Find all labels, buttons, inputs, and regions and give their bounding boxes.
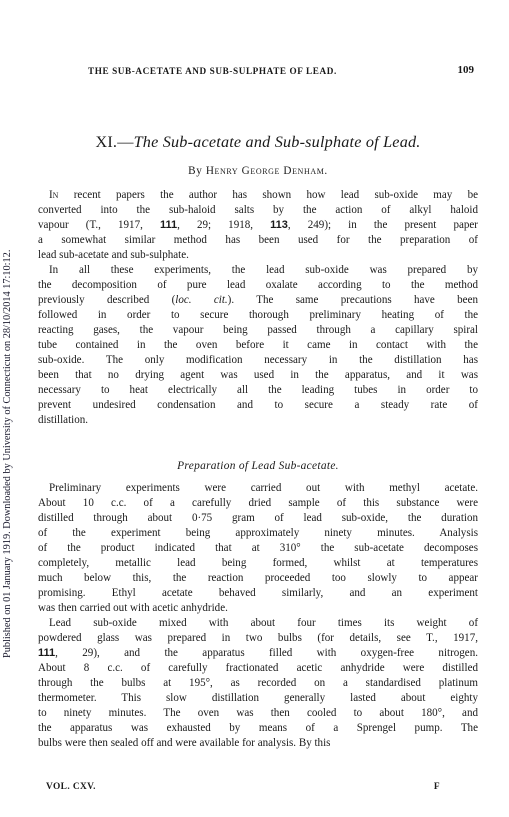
text-line: bulbs were then sealed off and were available for analysis. By this xyxy=(38,737,331,749)
text-line: powdered glass was prepared in two bulbs (for details, see T., 1917, xyxy=(38,632,478,644)
volume-label: VOL. CXV. xyxy=(46,782,96,792)
text-line: Preliminary experiments were carried out with methyl acetate. xyxy=(49,482,478,494)
text-line: distillation. xyxy=(38,414,89,426)
running-head-title: THE SUB-ACETATE AND SUB-SULPHATE OF LEAD. xyxy=(88,66,337,76)
text-line: of the product indicated that at 310° the sub-acetate decomposes xyxy=(38,542,478,554)
article-number: XI. xyxy=(95,133,118,151)
text-line: In recent papers the author has shown how lead sub-oxide may be xyxy=(49,189,478,201)
text-line: reacting gases, the vapour being passed through a capillary spiral xyxy=(38,324,478,336)
text-line: prevent undesired condensation and to secure a steady rate of xyxy=(38,399,478,411)
text-line: completely, metallic lead being formed, whilst at temperatures xyxy=(38,557,478,569)
text-line: In all these experiments, the lead sub-oxide was prepared by xyxy=(49,264,478,276)
page-footer xyxy=(46,782,478,792)
text-line: thermometer. This slow distillation generally lasted about eighty xyxy=(38,692,478,704)
paragraph xyxy=(38,263,478,428)
text-line: necessary to heat electrically all the leading tubes in order to xyxy=(38,384,478,396)
text-line: vapour (T., 1917, 111, 29; 1918, 113, 249); in the present paper xyxy=(38,219,478,231)
text-line: much below this, the reaction proceeded too slowly to appear xyxy=(38,572,478,584)
text-line: a somewhat similar method has been used for the preparation of xyxy=(38,234,478,246)
intro-text xyxy=(38,188,478,428)
title-dash: — xyxy=(117,133,134,151)
section-heading: Preparation of Lead Sub-acetate. xyxy=(177,460,339,472)
text-line: tube contained in the oven before it came in contact with the xyxy=(38,339,478,351)
byline-prefix: By xyxy=(188,165,203,177)
signature-mark: F xyxy=(433,782,440,792)
text-line: followed in order to secure thorough preliminary heating of the xyxy=(38,309,478,321)
text-line: was then carried out with acetic anhydride. xyxy=(38,602,228,614)
article-title-text: The Sub-acetate and Sub-sulphate of Lead. xyxy=(133,133,421,151)
paragraph xyxy=(38,481,478,616)
section-text xyxy=(38,481,478,751)
text-line: been that no drying agent was used in the apparatus, and it was xyxy=(38,369,478,381)
download-side-note: Published on 01 January 1919. Downloaded by University of Connecticut on 28/10/2014 17:10:12. xyxy=(2,249,13,658)
text-line: 111, 29), and the apparatus filled with oxygen-free nitrogen. xyxy=(38,647,478,659)
text-line: Lead sub-oxide mixed with about four times its weight of xyxy=(49,617,478,629)
text-line: the decomposition of pure lead oxalate according to the method xyxy=(38,279,478,291)
text-line: lead sub-acetate and sub-sulphate. xyxy=(38,249,189,261)
text-line: About 10 c.c. of a carefully dried sample of this substance were xyxy=(38,497,478,509)
byline xyxy=(38,165,478,177)
page-number: 109 xyxy=(457,64,474,76)
paragraph xyxy=(38,616,478,751)
text-line: converted into the sub-haloid salts by the action of alkyl haloid xyxy=(38,204,478,216)
text-line: sub-oxide. The only modification necessary in the distillation has xyxy=(38,354,478,366)
author-name: Henry George Denham. xyxy=(205,165,328,177)
text-line: of the experiment being approximately ninety minutes. Analysis xyxy=(38,527,478,539)
text-line: to ninety minutes. The oven was then cooled to about 180°, and xyxy=(38,707,478,719)
text-line: promising. Ethyl acetate behaved similarly, and an experiment xyxy=(38,587,478,599)
paragraph xyxy=(38,188,478,263)
text-line: through the bulbs at 195°, as recorded on a standardised platinum xyxy=(38,677,478,689)
article-title xyxy=(38,133,478,152)
text-line: About 8 c.c. of carefully fractionated acetic anhydride were distilled xyxy=(38,662,478,674)
text-line: distilled through about 0·75 gram of lead sub-oxide, the duration xyxy=(38,512,478,524)
text-line: previously described (loc. cit.). The same precautions have been xyxy=(38,294,478,306)
text-line: the apparatus was exhausted by means of a Sprengel pump. The xyxy=(38,722,478,734)
